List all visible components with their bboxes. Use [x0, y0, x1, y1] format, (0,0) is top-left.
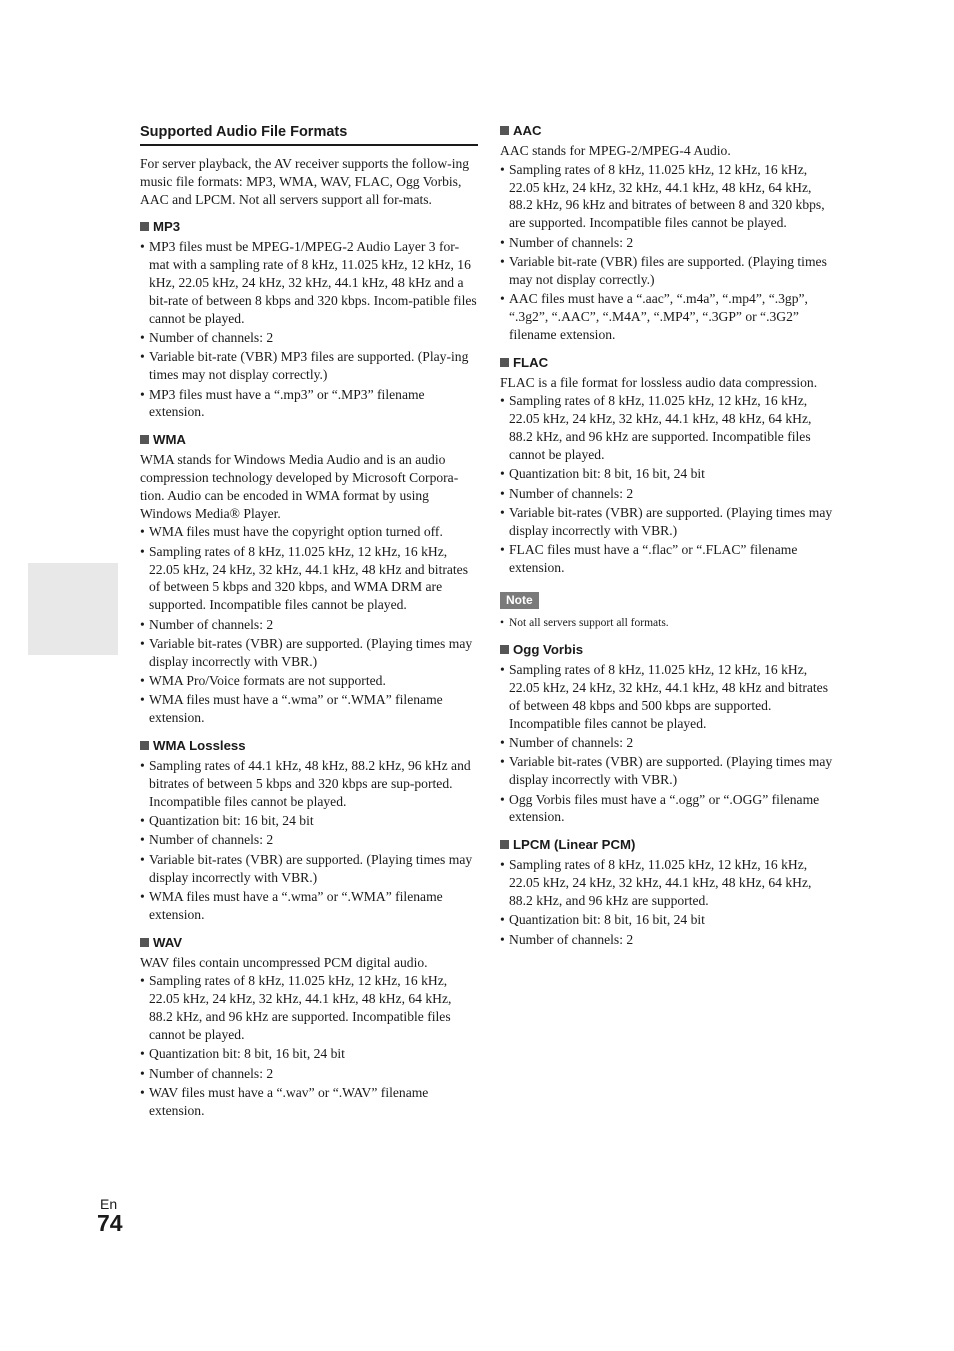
list-item: • Sampling rates of 8 kHz, 11.025 kHz, 12 kHz, 16 kHz, 22.05 kHz, 24 kHz, 32 kHz, 44.1 kHz, 48 kHz, 64 kHz, 88.2 kHz, 96 kHz and bitrates of between 8 and 320 kbps, are supported. Incompatible files cannot be played.: [500, 161, 838, 232]
section-title: Supported Audio File Formats: [140, 122, 478, 146]
square-bullet-icon: [140, 741, 149, 750]
list-item: • WMA files must have a “.wma” or “.WMA” filename extension.: [140, 888, 478, 924]
mp3-heading: [140, 218, 478, 235]
square-bullet-icon: [140, 435, 149, 444]
list-item: • Number of channels: 2: [140, 616, 478, 634]
square-bullet-icon: [500, 358, 509, 367]
list-item: • Sampling rates of 8 kHz, 11.025 kHz, 12 kHz, 16 kHz, 22.05 kHz, 24 kHz, 32 kHz, 44.1 kHz, 48 kHz, 64 kHz, 88.2 kHz, and 96 kHz are supported.: [500, 856, 838, 909]
list-item: • Variable bit-rate (VBR) MP3 files are supported. (Play-ing times may not display correctly.): [140, 348, 478, 384]
list-item: • Sampling rates of 8 kHz, 11.025 kHz, 12 kHz, 16 kHz, 22.05 kHz, 24 kHz, 32 kHz, 44.1 kHz, 48 kHz and bitrates of between 5 kbps and 320 kbps, and WMA DRM are supported. Incompatible files cannot be played.: [140, 543, 478, 614]
list-item: • Number of channels: 2: [140, 329, 478, 347]
list-item: • WMA files must have the copyright option turned off.: [140, 523, 478, 541]
list-item: • Variable bit-rates (VBR) are supported. (Playing times may display incorrectly with VBR.): [500, 753, 838, 789]
page-number: 74: [97, 1210, 123, 1236]
list-item: • Variable bit-rates (VBR) are supported. (Playing times may display incorrectly with VBR.): [140, 851, 478, 887]
aac-title: AAC: [513, 123, 542, 138]
wma-title: WMA: [153, 432, 186, 448]
list-item: • Number of channels: 2: [500, 931, 838, 949]
list-item: • Variable bit-rate (VBR) files are supported. (Playing times may not display correctly.): [500, 253, 838, 289]
list-item: • WAV files must have a “.wav” or “.WAV” filename extension.: [140, 1084, 478, 1120]
list-item: • Quantization bit: 8 bit, 16 bit, 24 bit: [500, 911, 838, 929]
wav-description: WAV files contain uncompressed PCM digital audio.: [140, 954, 428, 970]
wav-list: [140, 972, 478, 1119]
square-bullet-icon: [140, 222, 149, 231]
list-item: • Not all servers support all formats.: [500, 616, 838, 631]
square-bullet-icon: [500, 645, 509, 654]
page-language: En: [100, 1196, 118, 1212]
list-item: • MP3 files must have a “.mp3” or “.MP3” filename extension.: [140, 386, 478, 422]
list-item: • MP3 files must be MPEG-1/MPEG-2 Audio Layer 3 for-mat with a sampling rate of 8 kHz, 11.025 kHz, 12 kHz, 16 kHz, 22.05 kHz, 24 kHz, 32 kHz, 44.1 kHz, 48 kHz and a bit-rate of between 8 kbps and 320 kbps. Incom-patible files cannot be played.: [140, 238, 478, 327]
list-item: • Quantization bit: 16 bit, 24 bit: [140, 812, 478, 830]
list-item: • Sampling rates of 8 kHz, 11.025 kHz, 12 kHz, 16 kHz, 22.05 kHz, 24 kHz, 32 kHz, 44.1 kHz, 48 kHz, 64 kHz, 88.2 kHz, and 96 kHz are supported. Incompatible files cannot be played.: [500, 392, 838, 463]
wav-title: WAV: [153, 934, 183, 950]
intro-paragraph: For server playback, the AV receiver supports the follow-ing music file formats: MP3, WMA, WAV, FLAC, Ogg Vorbis, AAC and LPCM. Not all servers support all for-mats.: [140, 156, 470, 207]
list-item: • FLAC files must have a “.flac” or “.FLAC” filename extension.: [500, 541, 838, 577]
flac-list: [500, 392, 838, 576]
lpcm-list: [500, 856, 838, 948]
list-item: • Variable bit-rates (VBR) are supported. (Playing times may display incorrectly with VBR.): [140, 635, 478, 671]
list-item: • AAC files must have a “.aac”, “.m4a”, “.mp4”, “.3gp”, “.3g2”, “.AAC”, “.M4A”, “.MP4”, “.3GP” or “.3G2” filename extension.: [500, 290, 838, 343]
wav-heading: [140, 934, 478, 951]
list-item: • Quantization bit: 8 bit, 16 bit, 24 bit: [500, 465, 838, 483]
side-tab-marker: [28, 563, 118, 655]
list-item: • Number of channels: 2: [140, 831, 478, 849]
list-item: • Number of channels: 2: [500, 485, 838, 503]
note-badge: Note: [500, 592, 539, 609]
list-item: • WMA Pro/Voice formats are not supported.: [140, 672, 478, 690]
list-item: • Sampling rates of 44.1 kHz, 48 kHz, 88.2 kHz, 96 kHz and bitrates of between 5 kbps and 320 kbps are sup-ported. Incompatible files cannot be played.: [140, 757, 478, 810]
aac-description: AAC stands for MPEG-2/MPEG-4 Audio.: [500, 143, 731, 158]
list-item: • Ogg Vorbis files must have a “.ogg” or “.OGG” filename extension.: [500, 791, 838, 827]
mp3-title: MP3: [153, 219, 181, 235]
list-item: • Sampling rates of 8 kHz, 11.025 kHz, 12 kHz, 16 kHz, 22.05 kHz, 24 kHz, 32 kHz, 44.1 kHz, 48 kHz and bitrates of between 48 kbps and 500 kbps are supported. Incompatible files cannot be played.: [500, 661, 838, 732]
list-item: • WMA files must have a “.wma” or “.WMA” filename extension.: [140, 691, 478, 727]
flac-heading: [500, 354, 838, 371]
left-column: [140, 122, 478, 1121]
flac-title: FLAC: [513, 354, 549, 370]
ogg-title: Ogg Vorbis: [513, 642, 584, 658]
square-bullet-icon: [140, 938, 149, 947]
wma-lossless-title: WMA Lossless: [153, 738, 246, 754]
lpcm-title: LPCM (Linear PCM): [513, 837, 636, 853]
wma-heading: [140, 431, 478, 448]
mp3-list: [140, 238, 478, 421]
square-bullet-icon: [500, 840, 509, 849]
list-item: • Number of channels: 2: [500, 234, 838, 252]
note-list: [500, 616, 838, 631]
list-item: • Sampling rates of 8 kHz, 11.025 kHz, 12 kHz, 16 kHz, 22.05 kHz, 24 kHz, 32 kHz, 44.1 kHz, 48 kHz, 64 kHz, 88.2 kHz, and 96 kHz are supported. Incompatible files cannot be played.: [140, 972, 478, 1043]
aac-heading: [500, 122, 838, 139]
ogg-list: [500, 661, 838, 826]
list-item: • Number of channels: 2: [140, 1065, 478, 1083]
list-item: • Quantization bit: 8 bit, 16 bit, 24 bit: [140, 1045, 478, 1063]
square-bullet-icon: [500, 126, 509, 135]
right-column: [500, 122, 838, 950]
flac-description: FLAC is a file format for lossless audio data compression.: [500, 374, 818, 390]
list-item: • Number of channels: 2: [500, 734, 838, 752]
wma-lossless-list: [140, 757, 478, 924]
aac-list: [500, 161, 838, 344]
wma-list: [140, 523, 478, 727]
ogg-heading: [500, 641, 838, 658]
list-item: • Variable bit-rates (VBR) are supported. (Playing times may display incorrectly with VBR.): [500, 504, 838, 540]
wma-lossless-heading: [140, 737, 478, 754]
lpcm-heading: [500, 836, 838, 853]
wma-description: WMA stands for Windows Media Audio and is an audio compression technology developed by Microsoft Corpora-tion. Audio can be encoded in WMA format by using Windows Media® Player.: [140, 452, 459, 521]
